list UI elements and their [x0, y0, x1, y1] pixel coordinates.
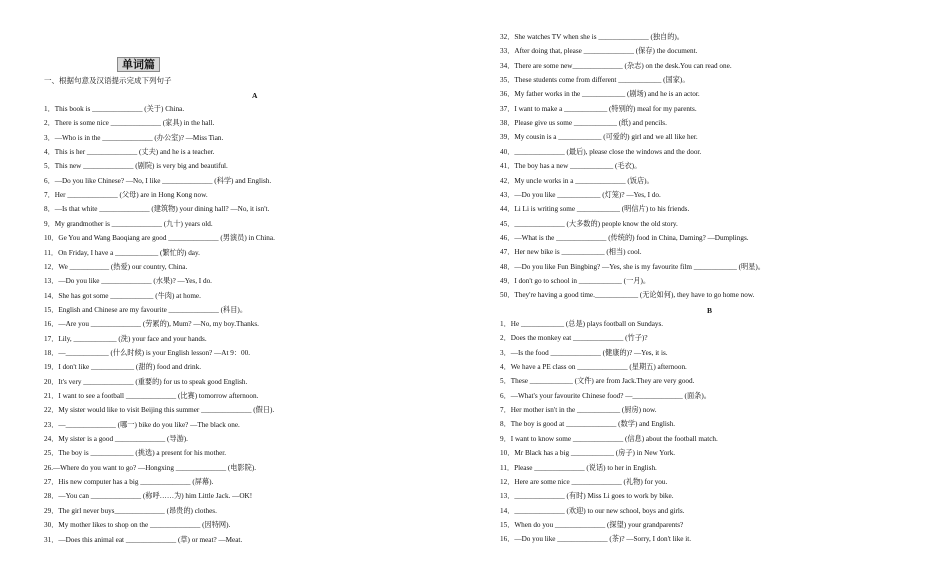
question-line: 18．—____________ (什么时候) is your English lesson? —At 9：00. [44, 348, 251, 357]
question-line: 23．—______________ (哪一) bike do you like? —The black one. [44, 420, 240, 429]
instruction-text: 一、根据句意及汉语提示完成下列句子 [44, 76, 172, 85]
question-line: 44．Li Li is writing some ____________ (明信片) to his friends. [500, 205, 690, 214]
question-line: 4．This is her ______________ (丈夫) and he is a teacher. [44, 148, 215, 157]
question-line: 14．______________ (欢迎) to our new school, boys and girls. [500, 506, 685, 515]
question-line: 7．Her ______________ (父母) are in Hong Kong now. [44, 191, 208, 200]
question-line: 27．His new computer has a big ______________ (屏幕). [44, 478, 214, 487]
question-line: 7．Her mother isn't in the ____________ (厨房) now. [500, 406, 657, 415]
question-line: 49．I don't go to school in ____________ (一月)。 [500, 276, 651, 285]
question-line: 2．Does the monkey eat ______________ (竹子)? [500, 334, 648, 343]
question-line: 30．My mother likes to shop on the ______________ (因特网). [44, 521, 231, 530]
question-line: 24．My sister is a good ______________ (导游). [44, 435, 188, 444]
question-line: 1．This book is ______________ (关于) China. [44, 105, 185, 113]
question-line: 14．She has got some ____________ (牛肉) at home. [44, 291, 201, 300]
question-line: 10．Ge You and Wang Baoqiang are good ______________ (男演员) in China. [44, 234, 275, 243]
question-line: 1．He ____________ (总是) plays football on Sundays. [500, 320, 664, 328]
title-block [117, 55, 160, 73]
question-line: 32．She watches TV when she is ______________ (独自的)。 [500, 33, 684, 41]
question-line: 35．These students come from different ____________ (国家)。 [500, 76, 690, 85]
question-line: 50．They're having a good time.____________ (无论如何), they have to go home now. [500, 291, 755, 300]
question-line: 38．Please give us some ____________ (纸) and pencils. [500, 119, 667, 128]
question-line: 6．—Do you like Chinese? —No, I like ______________ (科学) and English. [44, 176, 272, 185]
question-line: 33．After doing that, please ______________ (保存) the document. [500, 47, 698, 56]
question-line: 19．I don't like ____________ (甜的) food and drink. [44, 363, 202, 372]
question-line: 47．Her new bike is ____________ (相当) cool. [500, 248, 642, 257]
question-line: 4．We have a PE class on ______________ (星期五) afternoon. [500, 363, 687, 372]
question-line: 41．The boy has a new ____________ (毛衣)。 [500, 162, 642, 171]
question-line: 42．My uncle works in a ______________ (饭店)。 [500, 176, 654, 185]
question-line: 12．We ___________ (热爱) our country, China. [44, 262, 188, 271]
question-line: 15．When do you ______________ (探望) your grandparents? [500, 520, 684, 529]
question-line: 25．The boy is ____________ (挑选) a present for his mother. [44, 449, 227, 458]
question-line: 13．______________ (有时) Miss Li goes to work by bike. [500, 492, 674, 501]
question-line: 8．The boy is good at ______________ (数学) and English. [500, 420, 676, 429]
page-title: 单词篇 [117, 57, 160, 72]
question-line: 45．______________ (大多数的) people know the old story. [500, 219, 678, 228]
question-line: 26.—Where do you want to go? —Hongxing ______________ (电影院). [44, 463, 257, 472]
question-line: 16．—Do you like ______________ (茶)? —Sorry, I don't like it. [500, 535, 692, 544]
question-line: 16．—Are you ______________ (劳累的), Mum? —No, my boy.Thanks. [44, 320, 259, 329]
question-line: 3．—Is the food ______________ (健康的)? —Yes, it is. [500, 348, 668, 357]
question-line: 37．I want to make a ____________ (特别的) meal for my parents. [500, 104, 697, 113]
question-line: 12．Here are some nice ______________ (礼物) for you. [500, 477, 668, 486]
question-line: 5．These ____________ (文件) are from Jack.They are very good. [500, 377, 695, 386]
question-line: 17．Lily, ____________ (洗) your face and your hands. [44, 334, 207, 343]
question-line: 10．Mr Black has a big ____________ (房子) in New York. [500, 449, 676, 458]
question-line: 5．This new ______________ (剧院) is very big and beautiful. [44, 162, 228, 171]
question-line: 3．—Who is in the ______________ (办公室)? —Miss Tian. [44, 133, 224, 142]
question-line: 36．My father works in the ____________ (剧场) and he is an actor. [500, 90, 700, 99]
question-line: 31．—Does this animal eat ______________ (草) or meat? —Meat. [44, 535, 243, 544]
question-line: 6．—What's your favourite Chinese food? —______________ (面条)。 [500, 391, 711, 400]
question-line: 13．—Do you like ______________ (水果)? —Yes, I do. [44, 277, 212, 286]
section-b-heading: B [707, 306, 713, 315]
question-line: 11．On Friday, I have a ____________ (繁忙的) day. [44, 248, 200, 257]
question-line: 22．My sister would like to visit Beijing this summer ______________ (假日). [44, 406, 275, 415]
question-line: 29．The girl never buys______________ (昂贵的) clothes. [44, 506, 217, 515]
question-line: 11．Please ______________ (说话) to her in English. [500, 463, 657, 472]
question-line: 34．There are some new______________ (杂志) on the desk.You can read one. [500, 61, 732, 70]
question-line: 9．My grandmother is ______________ (九十) years old. [44, 219, 213, 228]
question-line: 43．—Do you like ____________ (灯笼)? —Yes, I do. [500, 190, 661, 199]
question-line: 20．It's very ______________ (重要的) for us to speak good English. [44, 377, 248, 386]
question-line: 40．______________ (最后), please close the windows and the door. [500, 147, 702, 156]
question-line: 39．My cousin is a ____________ (可爱的) girl and we all like her. [500, 133, 698, 142]
section-a-heading: A [252, 91, 258, 100]
question-line: 8．—Is that white ______________ (建筑物) your dining hall? —No, it isn't. [44, 205, 270, 214]
question-line: 48．—Do you like Fun Bingbing? —Yes, she is my favourite film ____________ (明星)。 [500, 262, 765, 271]
question-line: 46．—What is the ______________ (传统的) food in China, Daming? —Dumplings. [500, 233, 749, 242]
question-line: 21．I want to see a football ______________ (比赛) tomorrow afternoon. [44, 392, 259, 400]
question-line: 2．There is some nice ______________ (家具) in the hall. [44, 119, 215, 128]
question-line: 15．English and Chinese are my favourite ______________ (科目)。 [44, 305, 248, 314]
question-line: 28．—You can ______________ (称呼……为) him Little Jack. —OK! [44, 492, 253, 501]
question-line: 9．I want to know some ______________ (信息) about the football match. [500, 434, 718, 443]
